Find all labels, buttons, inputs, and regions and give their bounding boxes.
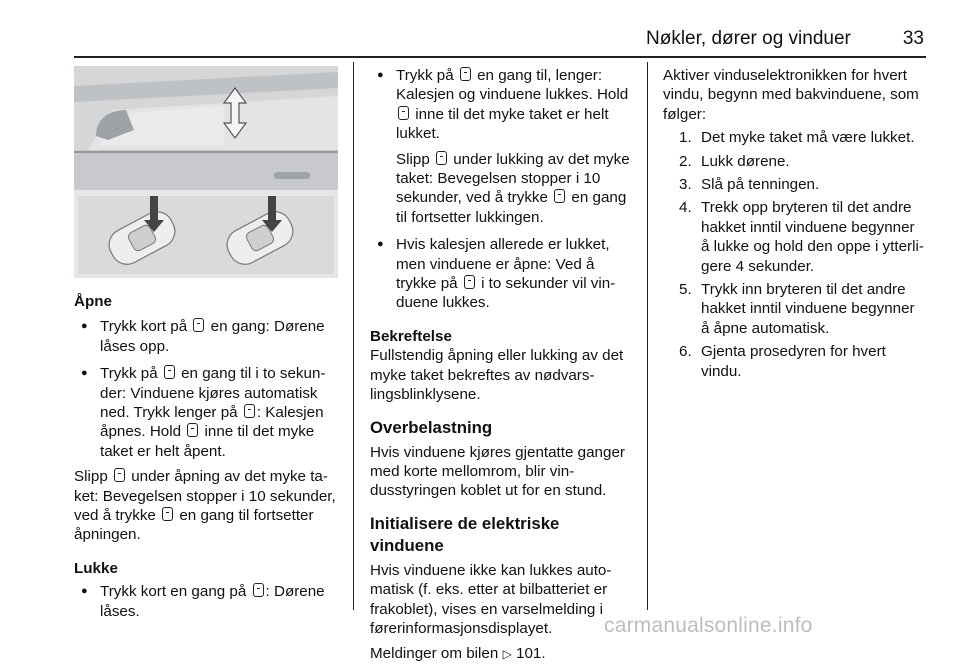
page-number: 33: [902, 28, 924, 49]
unlock-button-icon: [164, 365, 175, 379]
confirm-heading: Bekreftelse: [370, 327, 452, 345]
text-run: Trykk kort en gang på: [100, 583, 251, 601]
lock-button-icon: [464, 275, 475, 289]
text-run: under åpning av det myke ta-ket: Bevegelsen stopper i 10 sekunder, ved å trykke: [74, 468, 336, 525]
column-3: [663, 66, 927, 381]
step-item: [663, 152, 927, 171]
step-number: 5.: [679, 281, 692, 299]
overload-heading: Overbelastning: [370, 417, 493, 437]
watermark: carmanualsonline.info: [604, 614, 813, 637]
step-number: 3.: [679, 176, 692, 194]
step-number: 6.: [679, 343, 692, 361]
text-run: : Dørene låses.: [100, 583, 325, 620]
open-heading: Åpne: [74, 293, 112, 310]
text-run: en gang: Dørene låses opp.: [100, 318, 325, 355]
bullet-item: [370, 66, 636, 144]
car-window-icon: [74, 66, 338, 190]
unlock-button-icon: [162, 507, 173, 521]
text-run: under lukking av det myke taket: Bevegelsen stopper i 10 sekunder, ved å trykke: [396, 150, 630, 207]
step-number: 4.: [679, 199, 692, 217]
text-run: Slipp: [74, 468, 112, 486]
step-number: 2.: [679, 152, 692, 170]
already-closed-bullet-list: [370, 235, 636, 313]
column-1: [74, 292, 342, 621]
step-text: Slå på tenningen.: [701, 176, 820, 194]
unlock-button-icon: [114, 468, 125, 482]
text-run: en gang til fortsetter lukkingen.: [396, 189, 627, 226]
text-run: en gang til fortsetter åpningen.: [74, 507, 314, 544]
open-bullet-list: [74, 317, 342, 461]
messages-reference: [370, 644, 636, 664]
lock-button-icon: [436, 151, 447, 165]
messages-page-ref: 101.: [516, 645, 546, 663]
page-reference-icon: ▷: [502, 647, 512, 662]
close-bullet-list: [74, 582, 342, 621]
step-text: Lukk dørene.: [701, 152, 790, 170]
step-text: Trekk opp bryteren til det andre hakket inntil vinduene begynner å lukke og hold den oppe i ytterli-gere 4 sekunder.: [701, 199, 924, 275]
text-run: Trykk på: [396, 67, 458, 84]
car-key-remote-icon: [74, 190, 338, 278]
text-run: : Kalesjen åpnes. Hold: [100, 404, 324, 441]
running-header: [646, 28, 924, 50]
step-item: [663, 128, 927, 147]
lock-button-icon: [554, 189, 565, 203]
step-item: [663, 280, 927, 338]
step-text: Gjenta prosedyren for hvert vindu.: [701, 343, 886, 380]
step-item: [663, 175, 927, 194]
step-item: [663, 198, 927, 276]
text-run: inne til det myke taket er helt åpent.: [100, 423, 315, 460]
confirm-text: Fullstendig åpning eller lukking av det myke taket bekreftes av nødvars-lingsblinklysene.: [370, 347, 624, 404]
close-heading: Lukke: [74, 559, 118, 577]
unlock-button-icon: [187, 423, 198, 437]
text-run: i to sekunder vil vin-duene lukkes.: [396, 275, 616, 312]
bullet-item: [74, 582, 342, 621]
overload-text: Hvis vinduene kjøres gjentatte ganger med korte mellomrom, blir vin-dusstyringen koblet ut for en stund.: [370, 443, 625, 500]
step-number: 1.: [679, 129, 692, 147]
init-text: Hvis vinduene ikke kan lukkes auto-matisk (f. eks. etter at bilbatteriet er frakoblet), vises en varselmelding i førerinformasjonsdisplayet.: [370, 561, 612, 637]
unlock-button-icon: [193, 318, 204, 332]
step-item: [663, 342, 927, 381]
unlock-button-icon: [244, 404, 255, 418]
lock-button-icon: [398, 106, 409, 120]
step-text: Det myke taket må være lukket.: [701, 129, 915, 147]
lock-button-icon: [253, 583, 264, 597]
bullet-item: [74, 364, 342, 461]
text-run: inne til det myke taket er helt lukket.: [396, 105, 609, 143]
close-bullet-list-cont: [370, 66, 636, 144]
messages-text: Meldinger om bilen: [370, 645, 499, 663]
text-run: Slipp: [396, 150, 434, 168]
init-intro: Aktiver vinduselektronikken for hvert vindu, begynn med bakvinduene, som følger:: [663, 67, 919, 123]
init-heading: Initialisere de elektriske vinduene: [370, 513, 560, 555]
column-2: [370, 66, 636, 665]
step-text: Trykk inn bryteren til det andre hakket inntil vinduene begynner å åpne automatisk.: [701, 281, 915, 337]
text-run: en gang til, lenger: Kalesjen og vinduene lukkes. Hold: [396, 67, 629, 104]
close-release-paragraph: [370, 150, 636, 228]
text-run: Hvis kalesjen allerede er lukket, men vinduene er åpne: Ved å trykke på: [396, 236, 610, 293]
text-run: Trykk på: [100, 365, 162, 383]
lock-button-icon: [460, 67, 471, 81]
release-paragraph: [74, 467, 342, 545]
bullet-item: [74, 317, 342, 356]
header-title: Nøkler, dører og vinduer: [646, 28, 851, 49]
header-rule: [74, 56, 926, 58]
column-divider-1: [353, 62, 354, 610]
column-divider-2: [647, 62, 648, 610]
text-run: Trykk kort på: [100, 318, 192, 336]
illustration: [74, 66, 338, 278]
init-steps-list: [663, 128, 927, 381]
bullet-item: [370, 235, 636, 313]
text-run: en gang til i to sekun-der: Vinduene kjøres automatisk ned. Trykk lenger på: [100, 365, 326, 422]
